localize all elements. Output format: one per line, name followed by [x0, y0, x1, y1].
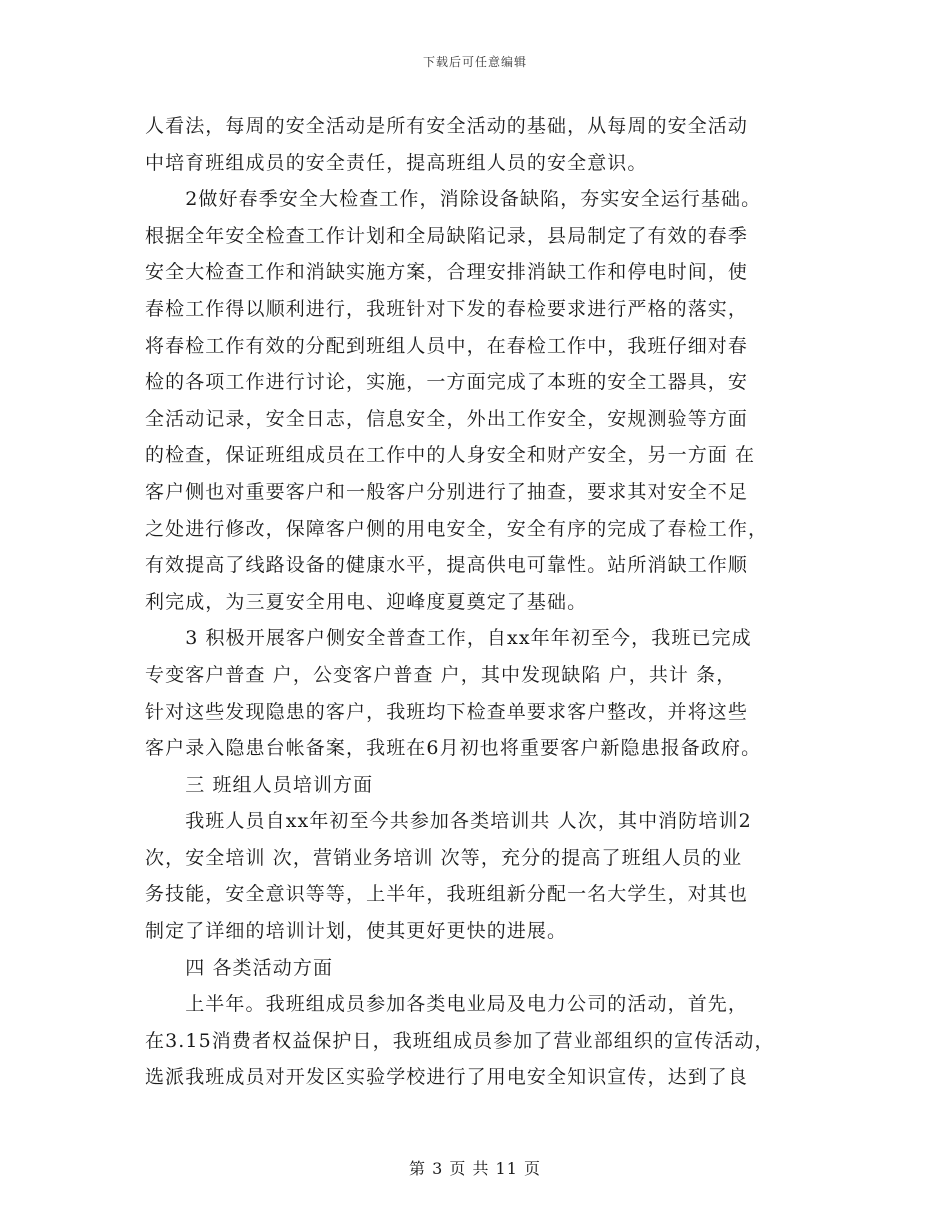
text-line: 将春检工作有效的分配到班组人员中，在春检工作中，我班仔细对春: [145, 334, 749, 357]
text-line: 制定了详细的培训计划，使其更好更快的进展。: [145, 920, 568, 943]
document-body: [145, 108, 825, 1096]
section-heading: 三 班组人员培训方面: [145, 773, 374, 796]
page-header: 下载后可任意编辑: [422, 55, 527, 69]
text-line: 务技能，安全意识等等，上半年，我班组新分配一名大学生，对其也: [145, 883, 749, 906]
section-heading: 四 各类活动方面: [145, 956, 334, 979]
text-line: 客户录入隐患台帐备案，我班在6月初也将重要客户新隐患报备政府。: [145, 737, 762, 760]
text-line: 2做好春季安全大检查工作，消除设备缺陷，夯实安全运行基础。: [145, 188, 762, 211]
text-line: 检的各项工作进行讨论，实施，一方面完成了本班的安全工器具，安: [145, 371, 749, 394]
text-line: 根据全年安全检查工作计划和全局缺陷记录，县局制定了有效的春季: [145, 224, 749, 247]
text-line: 全活动记录，安全日志，信息安全，外出工作安全，安规测验等方面: [145, 407, 749, 430]
page-number: 第 3 页 共 11 页: [409, 1159, 541, 1178]
text-line: 3 积极开展客户侧安全普查工作，自xx年年初至今，我班已完成: [145, 627, 752, 650]
text-line: 我班人员自xx年初至今共参加各类培训共 人次，其中消防培训2: [145, 810, 752, 833]
text-line: 安全大检查工作和消缺实施方案，合理安排消缺工作和停电时间，使: [145, 261, 749, 284]
text-line: 的检查，保证班组成员在工作中的人身安全和财产安全，另一方面 在: [145, 444, 756, 467]
text-line: 利完成，为三夏安全用电、迎峰度夏奠定了基础。: [145, 590, 588, 613]
text-line: 上半年。我班组成员参加各类电业局及电力公司的活动，首先，: [145, 993, 749, 1016]
text-line: 选派我班成员对开发区实验学校进行了用电安全知识宣传，达到了良: [145, 1066, 749, 1089]
text-line: 在3.15消费者权益保护日，我班组成员参加了营业部组织的宣传活动，: [145, 1029, 775, 1052]
text-line: 有效提高了线路设备的健康水平，提高供电可靠性。站所消缺工作顺: [145, 554, 749, 577]
text-line: 人看法，每周的安全活动是所有安全活动的基础，从每周的安全活动: [145, 115, 749, 137]
text-line: 之处进行修改，保障客户侧的用电安全，安全有序的完成了春检工作，: [145, 517, 769, 540]
text-line: 专变客户普查 户，公变客户普查 户，其中发现缺陷 户，共计 条，: [145, 663, 737, 686]
text-line: 春检工作得以顺利进行，我班针对下发的春检要求进行严格的落实，: [145, 297, 749, 320]
text-line: 针对这些发现隐患的客户，我班均下检查单要求客户整改，并将这些: [145, 700, 749, 723]
text-line: 中培育班组成员的安全责任，提高班组人员的安全意识。: [145, 151, 648, 174]
text-line: 次，安全培训 次，营销业务培训 次等，充分的提高了班组人员的业: [145, 846, 743, 869]
text-line: 客户侧也对重要客户和一般客户分别进行了抽查，要求其对安全不足: [145, 480, 749, 503]
